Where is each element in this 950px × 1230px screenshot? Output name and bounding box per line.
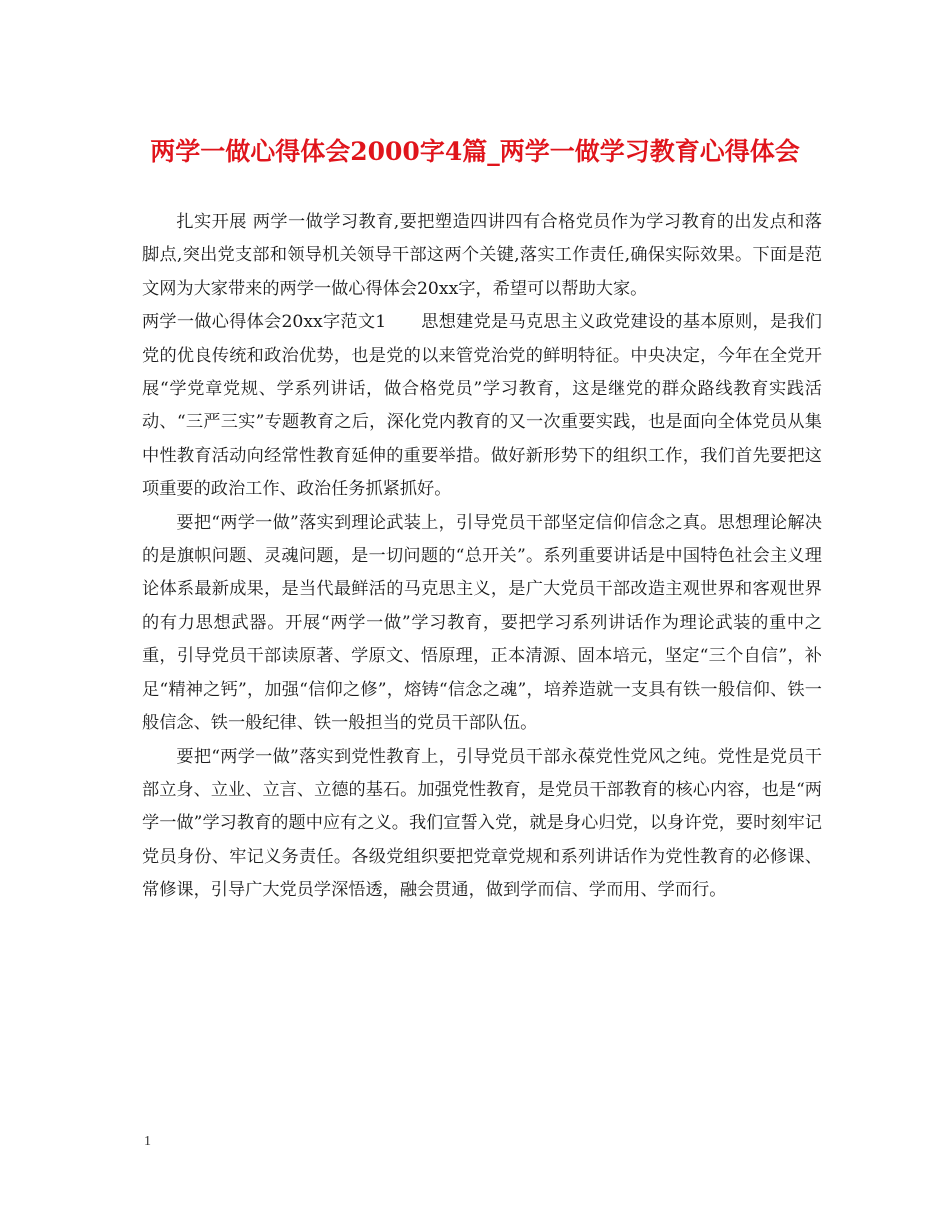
page-number: 1 <box>144 1134 151 1149</box>
document-body <box>142 206 822 908</box>
paragraph-theory: 要把“两学一做”落实到理论武装上，引导党员干部坚定信仰信念之真。思想理论解决的是旗帜问题、灵魂问题，是一切问题的“总开关”。系列重要讲话是中国特色社会主义理论体系最新成果，是当代最鲜活的马克思主义，是广大党员干部改造主观世界和客观世界的有力思想武器。开展“两学一做”学习教育，要把学习系列讲话作为理论武装的重中之重，引导党员干部读原著、学原文、悟原理，正本清源、固本培元，坚定“三个自信”，补足“精神之钙”，加强“信仰之修”，熔铸“信念之魂”，培养造就一支具有铁一般信仰、铁一般信念、铁一般纪律、铁一般担当的党员干部队伍。 <box>142 512 822 734</box>
paragraph-essay-1: 两学一做心得体会20xx字范文1 思想建党是马克思主义政党建设的基本原则，是我们党的优良传统和政治优势，也是党的以来管党治党的鲜明特征。中央决定，今年在全党开展“学党章党规、学系列讲话，做合格党员”学习教育，这是继党的群众路线教育实践活动、“三严三实”专题教育之后，深化党内教育的又一次重要实践，也是面向全体党员从集中性教育活动向经常性教育延伸的重要举措。做好新形势下的组织工作，我们首先要把这项重要的政治工作、政治任务抓紧抓好。 <box>142 312 822 500</box>
paragraph-intro: 扎实开展 两学一做学习教育,要把塑造四讲四有合格党员作为学习教育的出发点和落脚点,突出党支部和领导机关领导干部这两个关键,落实工作责任,确保实际效果。下面是范文网为大家带来的两学一做心得体会20xx字，希望可以帮助大家。 <box>142 212 822 299</box>
paragraph-party-spirit: 要把“两学一做”落实到党性教育上，引导党员干部永葆党性党风之纯。党性是党员干部立身、立业、立言、立德的基石。加强党性教育，是党员干部教育的核心内容，也是“两学一做”学习教育的题中应有之义。我们宣誓入党，就是身心归党，以身许党，要时刻牢记党员身份、牢记义务责任。各级党组织要把党章党规和系列讲话作为党性教育的必修课、常修课，引导广大党员学深悟透，融会贯通，做到学而信、学而用、学而行。 <box>142 746 822 901</box>
document-title: 两学一做心得体会2000字4篇_两学一做学习教育心得体会 <box>150 137 800 166</box>
